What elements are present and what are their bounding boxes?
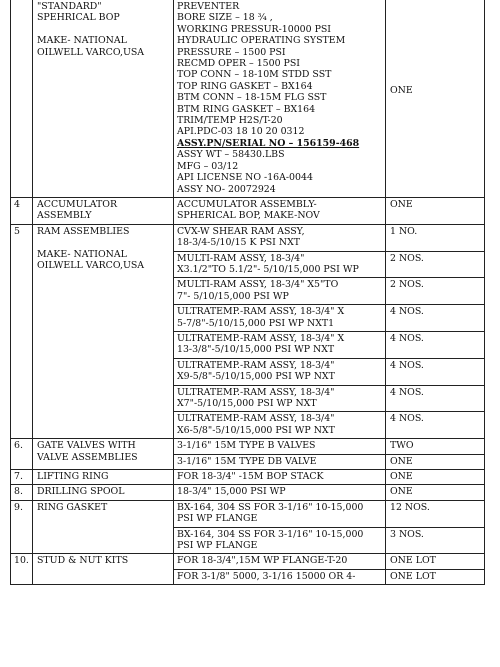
item-quantity: 4 NOS. bbox=[386, 358, 485, 385]
item-specification: BX-164, 304 SS FOR 3-1/16" 10-15,000 PSI WP FLANGE bbox=[174, 500, 386, 527]
item-number: 7. bbox=[11, 470, 33, 485]
item-quantity: ONE bbox=[386, 454, 485, 469]
item-description: STUD & NUT KITS bbox=[33, 554, 174, 585]
table-row bbox=[11, 554, 485, 569]
item-quantity: 2 NOS. bbox=[386, 251, 485, 278]
item-quantity: ONE bbox=[386, 485, 485, 500]
item-description: RING GASKET bbox=[33, 500, 174, 554]
item-number bbox=[11, 0, 33, 197]
item-specification: 18-3/4" 15,000 PSI WP bbox=[174, 485, 386, 500]
item-quantity: 2 NOS. bbox=[386, 278, 485, 305]
item-number: 9. bbox=[11, 500, 33, 554]
item-specification: PREVENTER BORE SIZE – 18 ¾ , WORKING PRESSUR-10000 PSI HYDRAULIC OPERATING SYSTEM PRESSURE – 1500 PSI RECMD OPER – 1500 PSI TOP CONN – 18-10M STDD SST TOP RING GASKET – BX164 BTM CONN – 18-15M FLG SST BTM RING GASKET – BX164 TRIM/TEMP H2S/T-20 API.PDC-03 18 10 20 0312 ASSY.PN/SERIAL NO – 156159-468 ASSY WT – 58430.LBS MFG – 03/12 API LICENSE NO -16A-0044 ASSY NO- 20072924 bbox=[174, 0, 386, 197]
item-description: "STANDARD" SPEHRICAL BOP MAKE- NATIONAL OILWELL VARCO,USA bbox=[33, 0, 174, 197]
item-number: 6. bbox=[11, 439, 33, 470]
item-specification: BX-164, 304 SS FOR 3-1/16" 10-15,000 PSI WP FLANGE bbox=[174, 527, 386, 554]
item-specification: ULTRATEMP.-RAM ASSY, 18-3/4" X9-5/8"-5/10/15,000 PSI WP NXT bbox=[174, 358, 386, 385]
item-specification: FOR 18-3/4" -15M BOP STACK bbox=[174, 470, 386, 485]
item-specification: 3-1/16" 15M TYPE B VALVES bbox=[174, 439, 386, 454]
item-quantity: 4 NOS. bbox=[386, 385, 485, 412]
item-quantity: TWO bbox=[386, 439, 485, 454]
table-row bbox=[11, 0, 485, 197]
item-description: DRILLING SPOOL bbox=[33, 485, 174, 500]
item-description: LIFTING RING bbox=[33, 470, 174, 485]
table-row bbox=[11, 470, 485, 485]
item-specification: 3-1/16" 15M TYPE DB VALVE bbox=[174, 454, 386, 469]
item-specification: CVX-W SHEAR RAM ASSY, 18-3/4-5/10/15 K PSI NXT bbox=[174, 224, 386, 251]
table-row bbox=[11, 485, 485, 500]
item-quantity: ONE bbox=[386, 470, 485, 485]
item-specification: MULTI-RAM ASSY, 18-3/4" X3.1/2"TO 5.1/2"- 5/10/15,000 PSI WP bbox=[174, 251, 386, 278]
item-quantity: 1 NO. bbox=[386, 224, 485, 251]
item-specification: FOR 18-3/4",15M WP FLANGE-T-20 bbox=[174, 554, 386, 569]
item-specification: ULTRATEMP.-RAM ASSY, 18-3/4" X7"-5/10/15,000 PSI WP NXT bbox=[174, 385, 386, 412]
item-quantity: 12 NOS. bbox=[386, 500, 485, 527]
item-description: RAM ASSEMBLIES MAKE- NATIONAL OILWELL VARCO,USA bbox=[33, 224, 174, 439]
item-number: 5 bbox=[11, 224, 33, 439]
item-specification: FOR 3-1/8" 5000, 3-1/16 15000 OR 4- bbox=[174, 569, 386, 584]
table-row bbox=[11, 439, 485, 454]
item-specification: ULTRATEMP.-RAM ASSY, 18-3/4" X6-5/8"-5/10/15,000 PSI WP NXT bbox=[174, 412, 386, 439]
item-description: ACCUMULATOR ASSEMBLY bbox=[33, 197, 174, 224]
table-row bbox=[11, 197, 485, 224]
item-quantity: 4 NOS. bbox=[386, 305, 485, 332]
item-description: GATE VALVES WITH VALVE ASSEMBLIES bbox=[33, 439, 174, 470]
item-quantity: 4 NOS. bbox=[386, 331, 485, 358]
item-specification: ACCUMULATOR ASSEMBLY- SPHERICAL BOP, MAKE-NOV bbox=[174, 197, 386, 224]
item-quantity: 3 NOS. bbox=[386, 527, 485, 554]
item-specification: ULTRATEMP.-RAM ASSY, 18-3/4" X 5-7/8"-5/10/15,000 PSI WP NXT1 bbox=[174, 305, 386, 332]
item-number: 4 bbox=[11, 197, 33, 224]
item-quantity: ONE LOT bbox=[386, 569, 485, 584]
serial-number: ASSY.PN/SERIAL NO – 156159-468 bbox=[177, 137, 360, 149]
item-specification: ULTRATEMP.-RAM ASSY, 18-3/4" X 13-3/8"-5/10/15,000 PSI WP NXT bbox=[174, 331, 386, 358]
item-quantity: 4 NOS. bbox=[386, 412, 485, 439]
item-number: 8. bbox=[11, 485, 33, 500]
table-row bbox=[11, 500, 485, 527]
item-number: 10. bbox=[11, 554, 33, 585]
item-specification: MULTI-RAM ASSY, 18-3/4" X5"TO 7"- 5/10/15,000 PSI WP bbox=[174, 278, 386, 305]
item-quantity: ONE bbox=[386, 0, 485, 197]
equipment-list-page bbox=[10, 0, 484, 667]
item-quantity: ONE bbox=[386, 197, 485, 224]
item-quantity: ONE LOT bbox=[386, 554, 485, 569]
equipment-table bbox=[10, 0, 485, 585]
table-row bbox=[11, 224, 485, 251]
